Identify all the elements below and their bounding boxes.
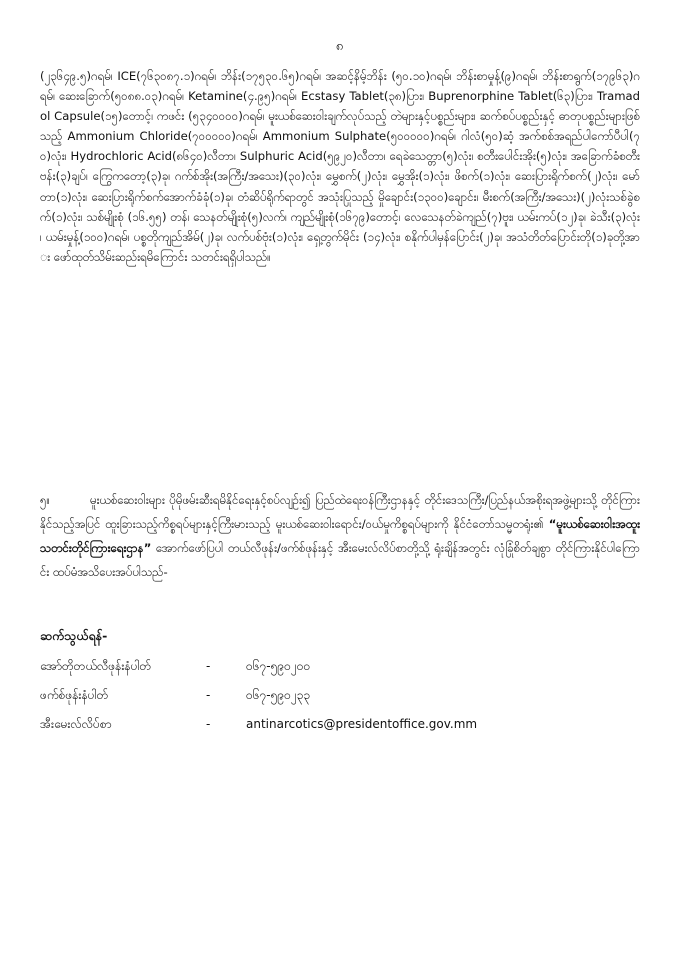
contact-value-fax: ၀၆၇-၅၉၀၂၃၃ xyxy=(246,688,311,702)
paragraph-text-after: အောက်ဖော်ပြပါ တယ်လီဖုန်း/ဖက်စ်ဖုန်းနှင့် အီးမေးလ်လိပ်စာတို့သို့ ရုံးချိန်အတွင်း လုံခြုံစိတ်ချစွာ တိုင်ကြားနိုင်ပါကြောင်း ထပ်မံအသိပေးအပ်ပါသည်- xyxy=(40,541,640,579)
contact-label-phone: အော်တိုတယ်လီဖုန်းနံပါတ် xyxy=(40,659,152,673)
contact-label-email: အီးမေးလ်လိပ်စာ xyxy=(40,717,112,731)
contact-value-email[interactable]: antinarcotics@presidentoffice.gov.mm xyxy=(246,717,478,731)
department-name-emphasis: “မူးယစ်ဆေးဝါးအထူးသတင်းတိုင်ကြားရေးဌာန” xyxy=(40,517,641,555)
contact-dash: - xyxy=(206,717,211,731)
paragraph-number: ၅။ xyxy=(40,493,51,507)
page-number: ၈ xyxy=(335,39,344,54)
contact-label-fax: ဖက်စ်ဖုန်းနံပါတ် xyxy=(40,688,109,702)
contact-heading: ဆက်သွယ်ရန်- xyxy=(40,628,108,643)
contact-row-email xyxy=(40,713,640,735)
contact-dash: - xyxy=(206,659,211,673)
paragraph-seizure-list: (၂၃၆၄၉.၅)ဂရမ်၊ ICE(၇၆၃၀၈၇.၁)ဂရမ်၊ ဘိန်း(၁၇၅၃၀.၆၅)ဂရမ်၊ အဆင့်နိမ့်ဘိန်း (၅၀.၁၀)ဂရမ်၊ ဘိန်းစာမှုန့်(၉)ဂရမ်၊ ဘိန်းစာရွက်(၁၇၉၆၃)ဂရမ်၊ ဆေးခြောက်(၅၀၈၈.၀၃)ဂရမ်၊ Ketamine(၄.၉၅)ဂရမ်၊ Ecstasy Tablet(၃၈)ပြား၊ Buprenorphine Tablet(၆၃)ပြား၊ Tramadol Capsule(၁၅)တောင့်၊ ကဖင်း (၅၃၄၀၀၀၀)ဂရမ်၊ မူးယစ်ဆေးဝါးချက်လုပ်သည့် တဲများနှင့်ပစ္စည်းများ၊ ဆက်စပ်ပစ္စည်းနှင့် ဓာတုပစ္စည်းများဖြစ်သည့် Ammonium Chloride(၇၀၀၀၀၀)ဂရမ်၊ Ammonium Sulphate(၅၀၀၀၀၀)ဂရမ်၊ ဂါလံ(၅၀)ဆံ့ အက်စစ်အရည်ပါကော်ပီပါ(၇၀)လုံး၊ Hydrochloric Acid(၈၆၄၀)လီတာ၊ Sulphuric Acid(၅၉၂၀)လီတာ၊ ရေခဲသေတ္တာ(၅)လုံး၊ စတီးပေါင်းအိုး(၅)လုံး၊ အခြောက်ခံစတီးဗန်း(၃)ချပ်၊ ကြွေကတော့(၃)ခု၊ ဂက်စ်အိုး(အကြီး/အသေး)(၃၀)လုံး၊ မွှေစက်(၂)လုံး၊ မွှေအိုး(၁)လုံး၊ ဖိစက်(၁)လုံး၊ ဆေးပြားရိုက်စက်(၂)လုံး၊ မော်တာ(၁)လုံး၊ ဆေးပြားရိုက်စက်အောက်ခံခုံ(၁)ခု၊ တံဆိပ်ရိုက်ရာတွင် အသုံးပြုသည့် မှိုချောင်း(၁၃၀၀)ချောင်း၊ မီးစက်(အကြီး/အသေး)(၂)လုံးသစ်ခွဲစက်(၁)လုံး၊ သစ်မျိုးစုံ (၁၆.၅၅) တန်၊ သေနတ်မျိုးစုံ(၅)လက်၊ ကျည်မျိုးစုံ(၁၆၇၉)တောင့်၊ လေသေနတ်ခဲကျည်(၇)ဗူး၊ ယမ်းကပ်(၁၂)ခု၊ ခဲသီး(၃)လုံး၊ ယမ်းမှုန့်(၁၀၀)ဂရမ်၊ ပစ္စတိုကျည်အိမ်(၂)ခု၊ လက်ပစ်ဗုံး(၁)လုံး၊ ရှေ့တွက်မိုင်း (၁၄)လုံး၊ စနိုက်ပါမှန်ပြောင်း(၂)ခု၊ အသံတိတ်ပြောင်းတို(၁)ခုတို့အား ဖော်ထုတ်သိမ်းဆည်းရမိကြောင်း သတင်းရရှိပါသည်။ xyxy=(40,69,640,264)
paragraph-text-before: မူးယစ်ဆေးဝါးများ ပိုမိုဖမ်းဆီးရမိနိုင်ရေးနှင့်စပ်လျဉ်း၍ ပြည်ထဲရေးဝန်ကြီးဌာနနှင့် တိုင်းဒေသကြီး/ပြည်နယ်အစိုးရအဖွဲ့များသို့ တိုင်ကြားနိုင်သည့်အပြင် ထူးခြားသည့်ကိစ္စရပ်များနှင့်ကြီးမားသည့် မူးယစ်ဆေးဝါးရောင်း/ဝယ်မှုကိစ္စရပ်များကို နိုင်ငံတော်သမ္မတရုံး၏ xyxy=(40,493,640,531)
contact-dash: - xyxy=(206,688,211,702)
paragraph-reporting-notice xyxy=(40,488,640,584)
contact-row-phone xyxy=(40,655,640,677)
contact-value-phone: ၀၆၇-၅၉၀၂၀၀ xyxy=(246,659,311,673)
contact-row-fax xyxy=(40,684,640,706)
